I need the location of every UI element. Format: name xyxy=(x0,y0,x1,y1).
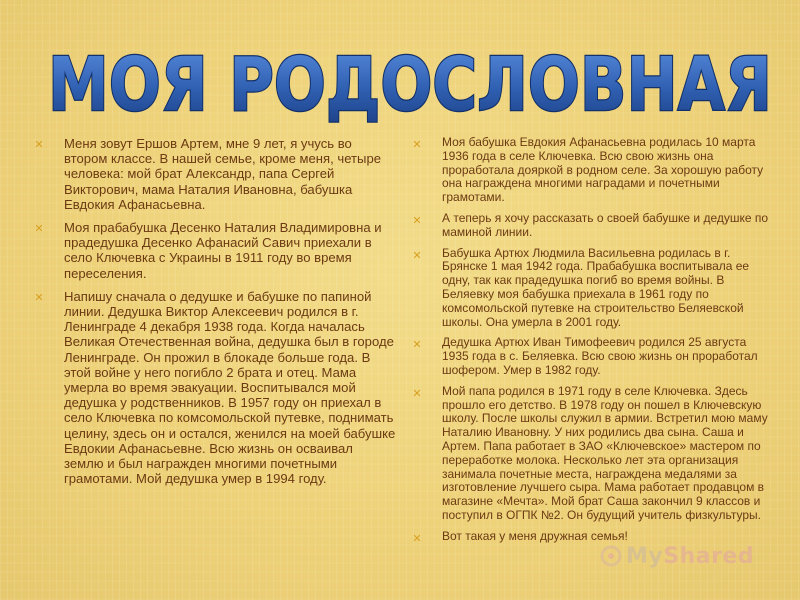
x-mark-icon: ✕ xyxy=(412,339,422,352)
paragraph-text: Моя бабушка Евдокия Афанасьевна родилась 10 марта 1936 года в селе Ключевка. Всю свою жизнь она проработала дояркой в родном селе. За хорошую работу она награждена многими наградами и почетными грамотами. xyxy=(442,135,764,205)
paragraph-text: Вот такая у меня дружная семья! xyxy=(442,528,628,543)
paragraph-text: Меня зовут Ершов Артем, мне 9 лет, я учусь во втором классе. В нашей семье, кроме меня, четыре человека: мой брат Александр, папа Сергей Викторович, мама Наталия Ивановна, бабушка Евдокия Афанасьевна. xyxy=(64,136,382,212)
x-mark-icon: ✕ xyxy=(412,532,422,545)
left-bullet-list xyxy=(34,136,396,486)
watermark-logo-icon xyxy=(600,545,622,567)
list-item xyxy=(34,220,396,281)
x-mark-icon: ✕ xyxy=(34,291,44,304)
watermark-part1: My xyxy=(626,543,664,569)
x-mark-icon: ✕ xyxy=(412,387,422,400)
paragraph-text: Бабушка Артюх Людмила Васильевна родилась в г. Брянске 1 мая 1942 года. Прабабушка воспитывала ее одну, так как прадедушка погиб во время войны. В Беляевку моя бабушка приехала в 1961 году по комсомольской путевке на строительство Беляевской школы. Она умерла в 2001 году. xyxy=(442,245,750,329)
paragraph-text: Дедушка Артюх Иван Тимофеевич родился 25 августа 1935 года в с. Беляевка. Всю свою жизнь он проработал шофером. Умер в 1982 году. xyxy=(442,335,758,377)
title-wordart xyxy=(40,22,780,132)
paragraph-text: Моя прабабушка Десенко Наталия Владимировна и прадедушка Десенко Афанасий Савич приехали в село Ключевка с Украины в 1911 году во время переселения. xyxy=(64,220,382,281)
x-mark-icon: ✕ xyxy=(412,214,422,227)
right-column xyxy=(412,136,776,551)
title-banner xyxy=(40,22,780,132)
paragraph-text: Напишу сначала о дедушке и бабушке по папиной линии. Дедушка Виктор Алексеевич родился в г. Ленинграде 4 декабря 1938 года. Когда началась Великая Отечественная война, дедушка был в городе Ленинграде. Он прожил в блокаде больше года. В этой войне у него погибло 2 брата и отец. Мама умерла во время эвакуации. Воспитывался мой дедушка у родственников. В 1957 году он приехал в село Ключевка по комсомольской путевке, поднимать целину, здесь он и остался, женился на моей бабушке Евдокии Афанасьевне. Всю жизнь он осваивал землю и был награжден многими почетными грамотами. Мой дедушка умер в 1994 году. xyxy=(64,288,396,487)
page-title: МОЯ РОДОСЛОВНАЯ xyxy=(48,42,772,128)
x-mark-icon: ✕ xyxy=(412,249,422,262)
list-item xyxy=(34,289,396,487)
x-mark-icon: ✕ xyxy=(34,223,44,236)
right-bullet-list xyxy=(412,136,776,544)
list-item xyxy=(412,136,776,205)
paragraph-text: Мой папа родился в 1971 году в селе Ключевка. Здесь прошло его детство. В 1978 году он пошел в Ключевскую школу. После школы служил в армии. Встретил мою маму Наталию Ивановну. У них родились два сына. Саша и Артем. Папа работает в ЗАО «Ключевское» мастером по переработке молока. Несколько лет эта организация занимала почетные места, награждена медалями за изготовление лучшего сыра. Мама работает продавцом в магазине «Мечта». Мой брат Саша закончил 9 классов и поступил в ОГПК №2. Он будущий учитель физкультуры. xyxy=(442,383,768,522)
list-item xyxy=(412,385,776,523)
list-item xyxy=(34,136,396,212)
x-mark-icon: ✕ xyxy=(34,139,44,151)
watermark-text xyxy=(626,544,754,569)
watermark xyxy=(600,540,770,572)
left-column xyxy=(34,136,396,494)
watermark-part2: Shared xyxy=(663,543,755,569)
list-item xyxy=(412,336,776,377)
list-item xyxy=(412,212,776,240)
x-mark-icon: ✕ xyxy=(412,139,422,151)
list-item xyxy=(412,247,776,330)
paragraph-text: А теперь я хочу рассказать о своей бабушке и дедушке по маминой линии. xyxy=(442,210,769,239)
